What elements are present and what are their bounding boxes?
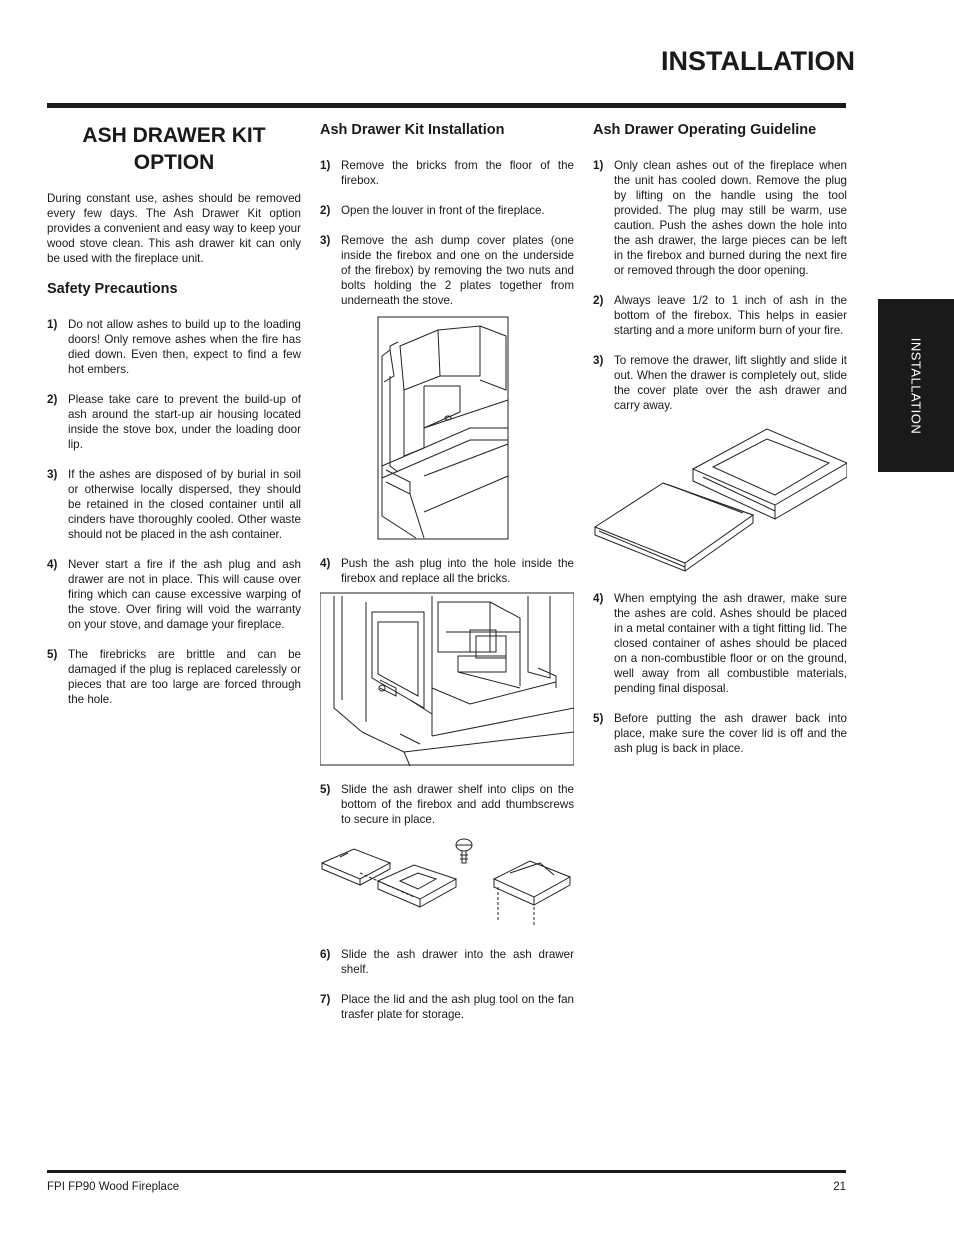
- section-side-tab: [878, 299, 954, 472]
- list-item: 2) Always leave 1/2 to 1 inch of ash in the bottom of the firebox. This helps in easier starting and a more uniform burn of your fire.: [593, 294, 847, 337]
- list-item: 5) The firebricks are brittle and can be damaged if the plug is replaced carelessly or pieces that are too large are forced through the hole.: [47, 648, 301, 706]
- header-rule: [47, 103, 846, 108]
- list-item: 4) Never start a fire if the ash plug and ash drawer are not in place. This will cause over firing which can cause excessive warping of the stove. Over firing will void the warranty on your stove, and damage your fireplace.: [47, 558, 301, 631]
- installation-list: [320, 158, 574, 308]
- installation-list-continued-3: [320, 947, 574, 1022]
- page-number: 21: [833, 1181, 846, 1193]
- footer-rule: [47, 1170, 846, 1173]
- list-item: 1) Only clean ashes out of the fireplace when the unit has cooled down. Remove the plug by lifting on the handle using the tool provided. The plug may still be warm, use caution. Push the ashes down the hole into the ash drawer, the large pieces can be left in the firebox and burned during the next fire or removed through the door opening.: [593, 159, 847, 277]
- intro-paragraph: During constant use, ashes should be removed every few days. The Ash Drawer Kit option provides a convenient and easy way to keep your wood stove clean. This ash drawer kit can only be used with the fireplace unit.: [47, 192, 301, 265]
- column-installation: [320, 122, 574, 1037]
- side-tab-label: INSTALLATION: [908, 337, 924, 434]
- list-item: 2) Open the louver in front of the fireplace.: [320, 204, 545, 217]
- list-item: 3) To remove the drawer, lift slightly and slide it out. When the drawer is completely out, slide the cover plate over the ash drawer and carry away.: [593, 354, 847, 412]
- list-item: 3) If the ashes are disposed of by burial in soil or otherwise locally dispersed, they should be retained in the closed container until all cinders have thoroughly cooled. Other waste should not be placed in the ash container.: [47, 468, 301, 541]
- list-item: 1) Remove the bricks from the floor of the firebox.: [320, 159, 574, 187]
- operating-list-continued: [593, 591, 847, 756]
- operating-heading: Ash Drawer Operating Guideline: [593, 122, 817, 138]
- ash-drawer-shelf-thumbscrew-illustration: [320, 833, 574, 933]
- list-item: 2) Please take care to prevent the build-up of ash around the start-up air housing located inside the stove box, under the loading door lip.: [47, 393, 301, 451]
- list-item: 7) Place the lid and the ash plug tool on the fan trasfer plate for storage.: [320, 993, 574, 1021]
- page-title: INSTALLATION: [661, 46, 855, 76]
- installation-list-continued-2: [320, 782, 574, 827]
- safety-list: [47, 317, 301, 707]
- safety-heading: Safety Precautions: [47, 281, 178, 297]
- list-item: 4) When emptying the ash drawer, make sure the ashes are cold. Ashes should be placed in a metal container with a tight fitting lid. The closed container of ashes should be placed on a non-combustible floor or on the ground, well away from all combustible materials, pending final disposal.: [593, 592, 847, 695]
- list-item: 5) Before putting the ash drawer back into place, make sure the cover lid is off and the ash plug is back in place.: [593, 712, 847, 755]
- operating-list: [593, 158, 847, 413]
- list-item: 3) Remove the ash dump cover plates (one inside the firebox and one on the underside of the firebox) by removing the two nuts and bolts holding the 2 plates together from underneath the stove.: [320, 234, 574, 307]
- list-item: 5) Slide the ash drawer shelf into clips on the bottom of the firebox and add thumbscrews to secure in place.: [320, 783, 574, 826]
- installation-heading: Ash Drawer Kit Installation: [320, 122, 505, 138]
- column-ash-drawer-intro: [47, 122, 301, 722]
- list-item: 6) Slide the ash drawer into the ash drawer shelf.: [320, 948, 574, 976]
- section-title: ASH DRAWER KIT OPTION: [82, 124, 266, 174]
- column-operating-guideline: [593, 122, 847, 771]
- firebox-cover-plate-illustration: [320, 316, 574, 542]
- list-item: 4) Push the ash plug into the hole inside the firebox and replace all the bricks.: [320, 557, 574, 585]
- ash-plug-firebox-illustration: [320, 592, 574, 768]
- footer-product-name: FPI FP90 Wood Fireplace: [47, 1181, 180, 1193]
- installation-list-continued: [320, 556, 574, 586]
- ash-drawer-cover-plate-illustration: [593, 423, 847, 573]
- list-item: 1) Do not allow ashes to build up to the loading doors! Only remove ashes when the fire has died down. Even then, expect to find a few hot embers.: [47, 318, 301, 376]
